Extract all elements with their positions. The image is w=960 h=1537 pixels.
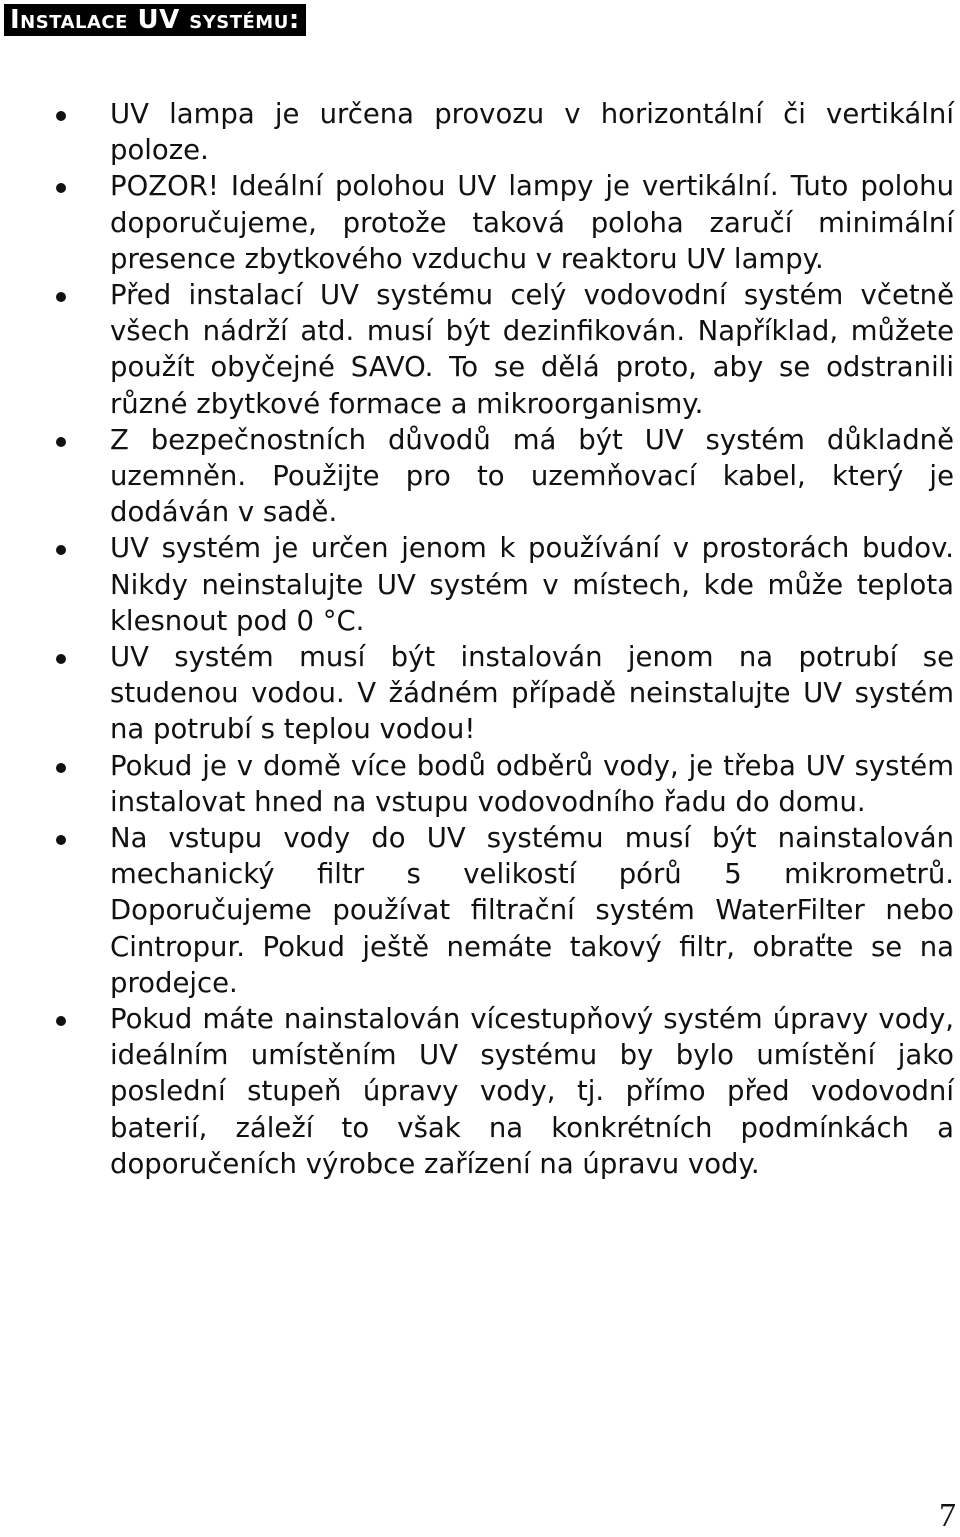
list-item [0,168,960,277]
list-item-text: Před instalací UV systému celý vodovodní systém včetně všech nádrží atd. musí být dezinfikován. Například, můžete použít obyčejné SAVO. To se dělá proto, aby se odstranili různé zbytkové formace a mikroorganismy. [110,279,954,420]
bullet-icon [56,545,66,555]
bullet-icon [56,654,66,664]
section-heading: Instalace UV systému: [4,4,306,36]
list-item [0,1001,960,1182]
list-item-text: UV lampa je určena provozu v horizontální či vertikální poloze. [110,98,954,167]
bullet-icon [56,437,66,447]
list-item [0,820,960,1001]
page-number: 7 [939,1497,956,1534]
bullet-icon [56,292,66,302]
bullet-icon [56,183,66,193]
bullet-icon [56,1016,66,1026]
instruction-list [0,96,960,1182]
list-item [0,530,960,639]
list-item-text: Pokud je v domě více bodů odběrů vody, je třeba UV systém instalovat hned na vstupu vodovodního řadu do domu. [110,749,954,818]
list-item-text: Pokud máte nainstalován vícestupňový systém úpravy vody, ideálním umístěním UV systému by bylo umístění jako poslední stupeň úpravy vody, tj. přímo před vodovodní baterií, záleží to však na konkrétních podmínkách a doporučeních výrobce zařízení na úpravu vody. [110,1003,954,1180]
list-item-text: UV systém musí být instalován jenom na potrubí se studenou vodou. V žádném případě neinstalujte UV systém na potrubí s teplou vodou! [110,641,954,746]
list-item-text: Na vstupu vody do UV systému musí být nainstalován mechanický filtr s velikostí pórů 5 mikrometrů. Doporučujeme používat filtrační systém WaterFilter nebo Cintropur. Pokud ještě nemáte takový filtr, obraťte se na prodejce. [110,822,954,999]
bullet-icon [56,763,66,773]
bullet-icon [56,111,66,121]
list-item [0,422,960,531]
list-item [0,639,960,748]
list-item [0,96,960,168]
bullet-icon [56,835,66,845]
list-item-text: UV systém je určen jenom k používání v prostorách budov. Nikdy neinstalujte UV systém v místech, kde může teplota klesnout pod 0 °C. [110,532,954,637]
list-item [0,277,960,422]
list-item-text: Z bezpečnostních důvodů má být UV systém důkladně uzemněn. Použijte pro to uzemňovací kabel, který je dodáván v sadě. [110,423,954,529]
list-item-text: POZOR! Ideální polohou UV lampy je vertikální. Tuto polohu doporučujeme, protože taková poloha zaručí minimální presence zbytkového vzduchu v reaktoru UV lampy. [110,170,954,275]
list-item [0,748,960,820]
